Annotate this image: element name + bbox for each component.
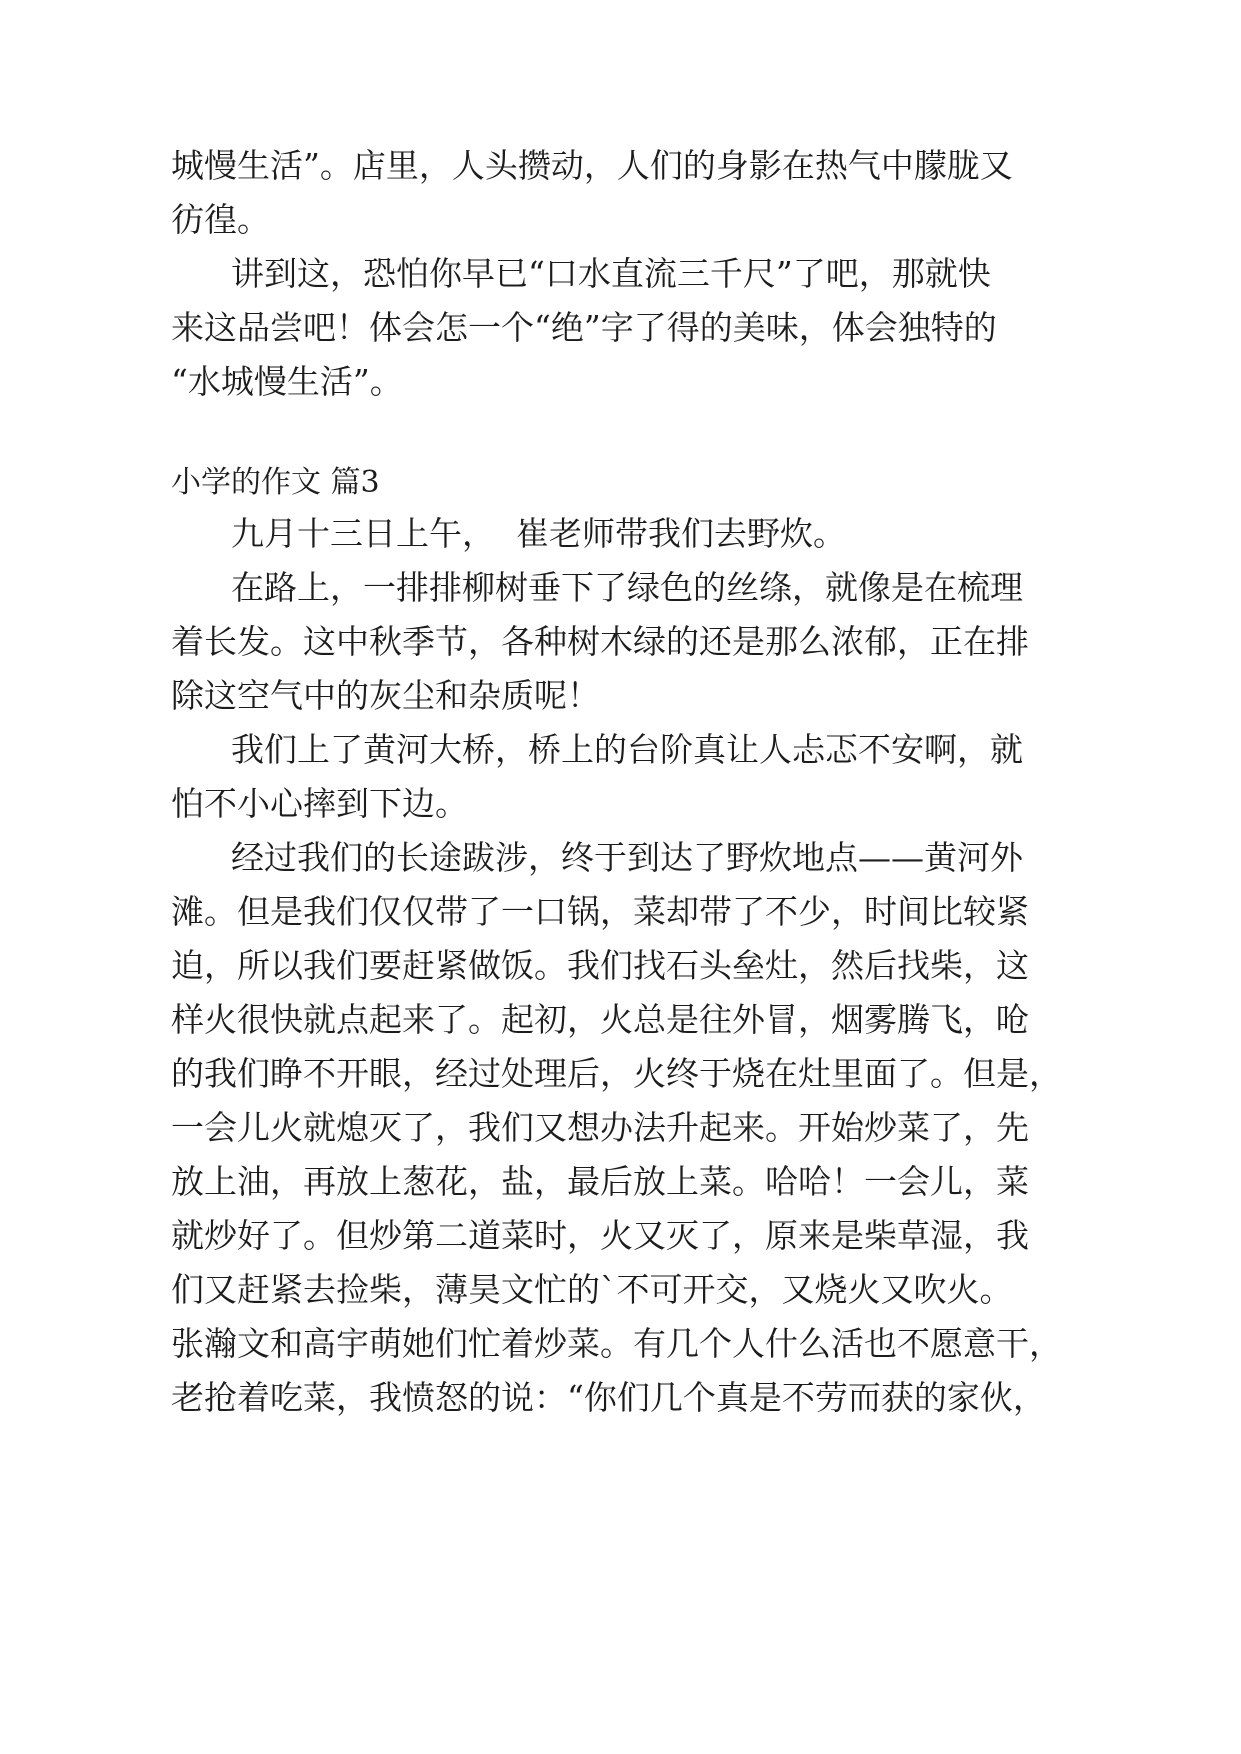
text-line-12: 怕不小心摔到下边。	[171, 784, 468, 823]
text-line-4: 来 这 品 尝 吧 ！ 体 会 怎 一 个 “ 绝 ” 字 了 得 的 美 味 ， 体 会 独 特 的	[171, 308, 997, 347]
text-line-16: 样 火 很 快 就 点 起 来 了 。 起 初 ， 火 总 是 往 外 冒 ， 烟 雾 腾 飞 ， 呛	[171, 1000, 1029, 1039]
text-line-8: 在 路 上 ， 一 排 排 柳 树 垂 下 了 绿 色 的 丝 绦 ， 就 像 是 在 梳 理	[231, 568, 1023, 607]
text-line-15: 迫 ， 所 以 我 们 要 赶 紧 做 饭 。 我 们 找 石 头 垒 灶 ， 然 后 找 柴 ， 这	[171, 946, 1029, 985]
text-line-3: 讲 到 这 ， 恐 怕 你 早 已 “ 口 水 直 流 三 千 尺 ” 了 吧 ， 那 就 快	[231, 254, 991, 293]
text-line-14: 滩 。 但 是 我 们 仅 仅 带 了 一 口 锅 ， 菜 却 带 了 不 少 ， 时 间 比 较 紧	[171, 892, 1029, 931]
text-line-10: 除这空气中的灰尘和杂质呢！	[171, 676, 600, 715]
text-line-20: 就 炒 好 了 。 但 炒 第 二 道 菜 时 ， 火 又 灭 了 ， 原 来 是 柴 草 湿 ， 我	[171, 1216, 1029, 1255]
text-line-19: 放 上 油 ， 再 放 上 葱 花 ， 盐 ， 最 后 放 上 菜 。 哈 哈 ！ 一 会 儿 ， 菜	[171, 1162, 1029, 1201]
text-line-2: 彷徨。	[171, 200, 270, 239]
text-line-9: 着 长 发 。 这 中 秋 季 节 ， 各 种 树 木 绿 的 还 是 那 么 浓 郁 ， 正 在 排	[171, 622, 1029, 661]
text-line-11: 我 们 上 了 黄 河 大 桥 ， 桥 上 的 台 阶 真 让 人 忐 忑 不 安 啊 ， 就	[231, 730, 1023, 769]
text-line-21: 们 又 赶 紧 去 捡 柴 ， 薄 昊 文 忙 的 ` 不 可 开 交 ， 又 烧 火 又 吹 火 。	[171, 1270, 1013, 1309]
text-line-18: 一 会 儿 火 就 熄 灭 了 ， 我 们 又 想 办 法 升 起 来 。 开 始 炒 菜 了 ， 先	[171, 1108, 1029, 1147]
text-line-5: “水城慢生活”。	[171, 362, 403, 401]
text-line-13: 经 过 我 们 的 长 途 跋 涉 ， 终 于 到 达 了 野 炊 地 点 — — 黄 河 外	[231, 838, 1023, 877]
section-title: 小学的作文 篇3	[171, 465, 380, 500]
text-line-17: 的 我 们 睁 不 开 眼 ， 经 过 处 理 后 ， 火 终 于 烧 在 灶 里 面 了 。 但 是 ，	[171, 1054, 1062, 1093]
text-line-23: 老 抢 着 吃 菜 ， 我 愤 怒 的 说 ： “ 你 们 几 个 真 是 不 劳 而 获 的 家 伙 ，	[171, 1378, 1046, 1417]
text-line-1: 城 慢 生 活 ” 。 店 里 ， 人 头 攒 动 ， 人 们 的 身 影 在 热 气 中 朦 胧 又	[171, 146, 1013, 185]
text-line-22: 张 瀚 文 和 高 宇 萌 她 们 忙 着 炒 菜 。 有 几 个 人 什 么 活 也 不 愿 意 干 ，	[171, 1324, 1062, 1363]
text-line-7: 九月十三日上午， 崔老师带我们去野炊。	[231, 514, 846, 553]
